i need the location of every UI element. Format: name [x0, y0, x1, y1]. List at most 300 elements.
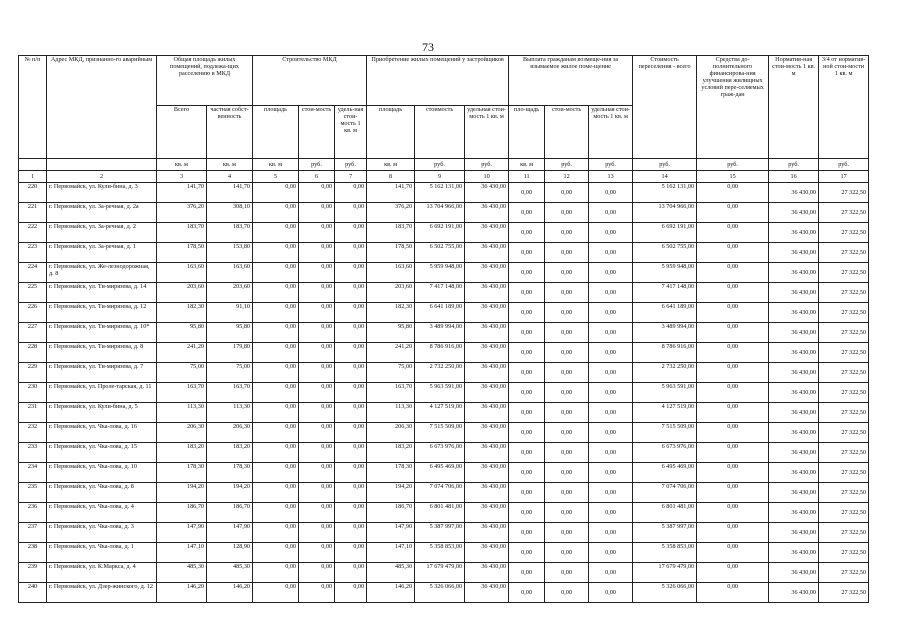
address-cell: г. Первомайск, ул. Ти-мирязева, д. 12: [47, 303, 157, 323]
construction-cost-cell: 0,00: [299, 303, 335, 323]
construction-area-cell: 0,00: [253, 363, 299, 383]
construction-area-cell: 0,00: [253, 383, 299, 403]
purchase-area-cell: 147,90: [367, 523, 415, 543]
units-row: [19, 159, 869, 171]
cost-total-cell: 6 801 481,00: [633, 503, 697, 523]
payment-area-cell: 0,00: [509, 203, 545, 223]
construction-spec-cell: 0,00: [335, 463, 367, 483]
column-number: 12: [545, 171, 589, 183]
purchase-cost-cell: 5 959 948,00: [415, 263, 465, 283]
payment-cost-cell: 0,00: [545, 183, 589, 203]
payment-cost-cell: 0,00: [545, 303, 589, 323]
table-row: [19, 263, 869, 283]
payment-area-cell: 0,00: [509, 543, 545, 563]
purchase-area-cell: 485,30: [367, 563, 415, 583]
private-area-cell: 91,10: [207, 303, 253, 323]
norm-cost-cell: 36 430,00: [769, 283, 819, 303]
subheader-payment-area: пло-щадь: [509, 106, 545, 159]
table-row: [19, 563, 869, 583]
three-quarters-cell: 27 322,50: [819, 443, 869, 463]
unit-cell: руб.: [819, 159, 869, 171]
subheader-constr-spec: удель-ная стои-мость 1 кв. м: [335, 106, 367, 159]
three-quarters-cell: 27 322,50: [819, 283, 869, 303]
construction-area-cell: 0,00: [253, 283, 299, 303]
purchase-spec-cell: 36 430,00: [465, 483, 509, 503]
row-number: 227: [19, 323, 47, 343]
payment-spec-cell: 0,00: [589, 323, 633, 343]
cost-total-cell: 17 679 479,00: [633, 563, 697, 583]
column-number: 16: [769, 171, 819, 183]
construction-cost-cell: 0,00: [299, 243, 335, 263]
column-number: 6: [299, 171, 335, 183]
address-cell: г. Первомайск, ул. Чка-лова, д. 4: [47, 503, 157, 523]
construction-area-cell: 0,00: [253, 343, 299, 363]
row-number: 229: [19, 363, 47, 383]
payment-spec-cell: 0,00: [589, 463, 633, 483]
payment-area-cell: 0,00: [509, 223, 545, 243]
unit-cell: кв. м: [253, 159, 299, 171]
purchase-spec-cell: 36 430,00: [465, 263, 509, 283]
private-area-cell: 206,30: [207, 423, 253, 443]
column-numbers-row: [19, 171, 869, 183]
three-quarters-cell: 27 322,50: [819, 483, 869, 503]
construction-cost-cell: 0,00: [299, 283, 335, 303]
unit-cell: руб.: [415, 159, 465, 171]
construction-cost-cell: 0,00: [299, 343, 335, 363]
three-quarters-cell: 27 322,50: [819, 503, 869, 523]
construction-area-cell: 0,00: [253, 523, 299, 543]
construction-area-cell: 0,00: [253, 503, 299, 523]
payment-spec-cell: 0,00: [589, 563, 633, 583]
payment-spec-cell: 0,00: [589, 363, 633, 383]
purchase-spec-cell: 36 430,00: [465, 403, 509, 423]
private-area-cell: 186,70: [207, 503, 253, 523]
purchase-area-cell: 147,10: [367, 543, 415, 563]
payment-area-cell: 0,00: [509, 243, 545, 263]
subheader-constr-area: площадь: [253, 106, 299, 159]
cost-total-cell: 5 963 591,00: [633, 383, 697, 403]
private-area-cell: 146,20: [207, 583, 253, 603]
purchase-area-cell: 182,30: [367, 303, 415, 323]
cost-total-cell: 7 515 509,00: [633, 423, 697, 443]
column-number: 11: [509, 171, 545, 183]
construction-area-cell: 0,00: [253, 303, 299, 323]
payment-area-cell: 0,00: [509, 303, 545, 323]
purchase-cost-cell: 5 326 066,00: [415, 583, 465, 603]
payment-spec-cell: 0,00: [589, 543, 633, 563]
private-area-cell: 113,30: [207, 403, 253, 423]
construction-spec-cell: 0,00: [335, 563, 367, 583]
purchase-area-cell: 141,70: [367, 183, 415, 203]
cost-total-cell: 5 162 131,00: [633, 183, 697, 203]
private-area-cell: 163,60: [207, 263, 253, 283]
subheader-purchase-spec: удельная стои-мость 1 кв. м: [465, 106, 509, 159]
private-area-cell: 179,80: [207, 343, 253, 363]
three-quarters-cell: 27 322,50: [819, 563, 869, 583]
payment-cost-cell: 0,00: [545, 323, 589, 343]
payment-cost-cell: 0,00: [545, 463, 589, 483]
construction-area-cell: 0,00: [253, 323, 299, 343]
row-number: 239: [19, 563, 47, 583]
row-number: 225: [19, 283, 47, 303]
three-quarters-cell: 27 322,50: [819, 383, 869, 403]
purchase-cost-cell: 3 489 994,00: [415, 323, 465, 343]
payment-spec-cell: 0,00: [589, 223, 633, 243]
address-cell: г. Первомайск, ул. За-речная, д. 2а: [47, 203, 157, 223]
cost-total-cell: 6 673 976,00: [633, 443, 697, 463]
private-area-cell: 308,10: [207, 203, 253, 223]
payment-cost-cell: 0,00: [545, 523, 589, 543]
norm-cost-cell: 36 430,00: [769, 383, 819, 403]
table-row: [19, 583, 869, 603]
private-area-cell: 147,90: [207, 523, 253, 543]
table-row: [19, 283, 869, 303]
construction-spec-cell: 0,00: [335, 203, 367, 223]
subheader-private: частная собст-венность: [207, 106, 253, 159]
total-area-cell: 178,30: [157, 463, 207, 483]
three-quarters-cell: 27 322,50: [819, 523, 869, 543]
cost-total-cell: 4 127 519,00: [633, 403, 697, 423]
payment-cost-cell: 0,00: [545, 263, 589, 283]
header-cost-total: Стоимость переселения - всего: [633, 56, 697, 159]
purchase-cost-cell: 6 641 189,00: [415, 303, 465, 323]
cost-total-cell: 6 692 191,00: [633, 223, 697, 243]
purchase-cost-cell: 6 495 469,00: [415, 463, 465, 483]
construction-area-cell: 0,00: [253, 243, 299, 263]
norm-cost-cell: 36 430,00: [769, 563, 819, 583]
header-three-quarters: 3/4 от норматив-ной стои-мости 1 кв. м: [819, 56, 869, 159]
purchase-spec-cell: 36 430,00: [465, 323, 509, 343]
construction-area-cell: 0,00: [253, 183, 299, 203]
construction-area-cell: 0,00: [253, 483, 299, 503]
column-number: 5: [253, 171, 299, 183]
additional-funds-cell: 0,00: [697, 223, 769, 243]
address-cell: г. Первомайск, ул. За-речная, д. 1: [47, 243, 157, 263]
column-number: 4: [207, 171, 253, 183]
additional-funds-cell: 0,00: [697, 203, 769, 223]
construction-area-cell: 0,00: [253, 543, 299, 563]
payment-area-cell: 0,00: [509, 263, 545, 283]
construction-cost-cell: 0,00: [299, 363, 335, 383]
row-number: 237: [19, 523, 47, 543]
unit-cell: руб.: [589, 159, 633, 171]
purchase-spec-cell: 36 430,00: [465, 303, 509, 323]
additional-funds-cell: 0,00: [697, 583, 769, 603]
purchase-area-cell: 95,80: [367, 323, 415, 343]
payment-spec-cell: 0,00: [589, 183, 633, 203]
purchase-spec-cell: 36 430,00: [465, 563, 509, 583]
address-cell: г. Первомайск, ул. Чка-лова, д. 8: [47, 483, 157, 503]
construction-cost-cell: 0,00: [299, 523, 335, 543]
payment-area-cell: 0,00: [509, 563, 545, 583]
unit-cell: руб.: [335, 159, 367, 171]
purchase-spec-cell: 36 430,00: [465, 503, 509, 523]
unit-cell: руб.: [633, 159, 697, 171]
private-area-cell: 95,80: [207, 323, 253, 343]
construction-area-cell: 0,00: [253, 423, 299, 443]
purchase-area-cell: 376,20: [367, 203, 415, 223]
purchase-spec-cell: 36 430,00: [465, 543, 509, 563]
table-row: [19, 363, 869, 383]
row-number: 222: [19, 223, 47, 243]
address-cell: г. Первомайск, ул. За-речная, д. 2: [47, 223, 157, 243]
three-quarters-cell: 27 322,50: [819, 263, 869, 283]
construction-area-cell: 0,00: [253, 583, 299, 603]
additional-funds-cell: 0,00: [697, 343, 769, 363]
three-quarters-cell: 27 322,50: [819, 343, 869, 363]
purchase-spec-cell: 36 430,00: [465, 283, 509, 303]
purchase-cost-cell: 8 786 916,00: [415, 343, 465, 363]
three-quarters-cell: 27 322,50: [819, 363, 869, 383]
row-number: 238: [19, 543, 47, 563]
cost-total-cell: 7 417 148,00: [633, 283, 697, 303]
payment-spec-cell: 0,00: [589, 523, 633, 543]
purchase-area-cell: 183,70: [367, 223, 415, 243]
norm-cost-cell: 36 430,00: [769, 583, 819, 603]
unit-cell: кв. м: [157, 159, 207, 171]
column-number: 17: [819, 171, 869, 183]
row-number: 220: [19, 183, 47, 203]
additional-funds-cell: 0,00: [697, 503, 769, 523]
norm-cost-cell: 36 430,00: [769, 263, 819, 283]
payment-spec-cell: 0,00: [589, 263, 633, 283]
payment-spec-cell: 0,00: [589, 443, 633, 463]
header-total-area: Общая площадь жилых помещений, подлежа-щих расселению в МКД: [157, 56, 253, 106]
cost-total-cell: 5 326 066,00: [633, 583, 697, 603]
total-area-cell: 95,80: [157, 323, 207, 343]
construction-cost-cell: 0,00: [299, 263, 335, 283]
total-area-cell: 183,70: [157, 223, 207, 243]
construction-cost-cell: 0,00: [299, 223, 335, 243]
cost-total-cell: 5 387 997,00: [633, 523, 697, 543]
additional-funds-cell: 0,00: [697, 323, 769, 343]
construction-spec-cell: 0,00: [335, 243, 367, 263]
purchase-cost-cell: 2 732 250,00: [415, 363, 465, 383]
cost-total-cell: 3 489 994,00: [633, 323, 697, 343]
purchase-area-cell: 241,20: [367, 343, 415, 363]
norm-cost-cell: 36 430,00: [769, 223, 819, 243]
purchase-spec-cell: 36 430,00: [465, 223, 509, 243]
additional-funds-cell: 0,00: [697, 423, 769, 443]
header-additional-funds: Средства до-полнительного финансирова-ния улучшения жилищных условий пере-селяемых граж-дан: [697, 56, 769, 159]
column-number: 15: [697, 171, 769, 183]
total-area-cell: 203,60: [157, 283, 207, 303]
purchase-area-cell: 163,70: [367, 383, 415, 403]
payment-cost-cell: 0,00: [545, 423, 589, 443]
construction-spec-cell: 0,00: [335, 583, 367, 603]
total-area-cell: 485,30: [157, 563, 207, 583]
purchase-spec-cell: 36 430,00: [465, 203, 509, 223]
purchase-area-cell: 178,30: [367, 463, 415, 483]
purchase-cost-cell: 6 801 481,00: [415, 503, 465, 523]
purchase-spec-cell: 36 430,00: [465, 183, 509, 203]
construction-cost-cell: 0,00: [299, 403, 335, 423]
purchase-area-cell: 113,30: [367, 403, 415, 423]
subheader-payment-spec: удельная стои-мость 1 кв. м: [589, 106, 633, 159]
construction-spec-cell: 0,00: [335, 383, 367, 403]
row-number: 236: [19, 503, 47, 523]
construction-spec-cell: 0,00: [335, 503, 367, 523]
construction-area-cell: 0,00: [253, 563, 299, 583]
additional-funds-cell: 0,00: [697, 543, 769, 563]
payment-area-cell: 0,00: [509, 343, 545, 363]
payment-cost-cell: 0,00: [545, 223, 589, 243]
payment-area-cell: 0,00: [509, 583, 545, 603]
purchase-cost-cell: 13 704 966,00: [415, 203, 465, 223]
purchase-area-cell: 206,30: [367, 423, 415, 443]
row-number: 224: [19, 263, 47, 283]
address-cell: г. Первомайск, ул. Же-лезнодорожная, д. 8: [47, 263, 157, 283]
column-number: 14: [633, 171, 697, 183]
total-area-cell: 163,60: [157, 263, 207, 283]
three-quarters-cell: 27 322,50: [819, 203, 869, 223]
table-row: [19, 503, 869, 523]
construction-cost-cell: 0,00: [299, 483, 335, 503]
header-norm-cost: Норматив-ная стои-мость 1 кв. м: [769, 56, 819, 159]
payment-cost-cell: 0,00: [545, 483, 589, 503]
additional-funds-cell: 0,00: [697, 403, 769, 423]
payment-area-cell: 0,00: [509, 383, 545, 403]
construction-spec-cell: 0,00: [335, 263, 367, 283]
total-area-cell: 147,90: [157, 523, 207, 543]
total-area-cell: 113,30: [157, 403, 207, 423]
construction-area-cell: 0,00: [253, 463, 299, 483]
subheader-purchase-cost: стоимость: [415, 106, 465, 159]
construction-area-cell: 0,00: [253, 203, 299, 223]
payment-cost-cell: 0,00: [545, 363, 589, 383]
purchase-spec-cell: 36 430,00: [465, 463, 509, 483]
payment-cost-cell: 0,00: [545, 583, 589, 603]
purchase-spec-cell: 36 430,00: [465, 523, 509, 543]
cost-total-cell: 8 786 916,00: [633, 343, 697, 363]
table-row: [19, 523, 869, 543]
table-row: [19, 223, 869, 243]
purchase-cost-cell: 5 387 997,00: [415, 523, 465, 543]
payment-area-cell: 0,00: [509, 443, 545, 463]
header-construction: Строительство МКД: [253, 56, 367, 106]
total-area-cell: 147,10: [157, 543, 207, 563]
purchase-cost-cell: 7 417 148,00: [415, 283, 465, 303]
purchase-spec-cell: 36 430,00: [465, 343, 509, 363]
norm-cost-cell: 36 430,00: [769, 543, 819, 563]
cost-total-cell: 13 704 966,00: [633, 203, 697, 223]
header-purchase: Приобретение жилых помещений у застройщиков: [367, 56, 509, 106]
address-cell: г. Первомайск, ул. Чка-лова, д. 10: [47, 463, 157, 483]
purchase-area-cell: 183,20: [367, 443, 415, 463]
payment-area-cell: 0,00: [509, 323, 545, 343]
private-area-cell: 163,70: [207, 383, 253, 403]
norm-cost-cell: 36 430,00: [769, 503, 819, 523]
payment-cost-cell: 0,00: [545, 343, 589, 363]
construction-area-cell: 0,00: [253, 263, 299, 283]
payment-spec-cell: 0,00: [589, 283, 633, 303]
norm-cost-cell: 36 430,00: [769, 363, 819, 383]
additional-funds-cell: 0,00: [697, 243, 769, 263]
subheader-constr-cost: стои-мость: [299, 106, 335, 159]
table-row: [19, 483, 869, 503]
three-quarters-cell: 27 322,50: [819, 323, 869, 343]
total-area-cell: 183,20: [157, 443, 207, 463]
payment-area-cell: 0,00: [509, 523, 545, 543]
unit-cell: руб.: [697, 159, 769, 171]
construction-spec-cell: 0,00: [335, 523, 367, 543]
purchase-spec-cell: 36 430,00: [465, 363, 509, 383]
construction-cost-cell: 0,00: [299, 463, 335, 483]
payment-cost-cell: 0,00: [545, 283, 589, 303]
payment-spec-cell: 0,00: [589, 203, 633, 223]
payment-spec-cell: 0,00: [589, 583, 633, 603]
additional-funds-cell: 0,00: [697, 483, 769, 503]
payment-cost-cell: 0,00: [545, 543, 589, 563]
column-number: 8: [367, 171, 415, 183]
row-number: 228: [19, 343, 47, 363]
unit-cell: кв. м: [509, 159, 545, 171]
payment-area-cell: 0,00: [509, 403, 545, 423]
private-area-cell: 141,70: [207, 183, 253, 203]
norm-cost-cell: 36 430,00: [769, 243, 819, 263]
payment-spec-cell: 0,00: [589, 503, 633, 523]
column-number: 13: [589, 171, 633, 183]
construction-area-cell: 0,00: [253, 223, 299, 243]
construction-cost-cell: 0,00: [299, 543, 335, 563]
total-area-cell: 75,00: [157, 363, 207, 383]
total-area-cell: 241,20: [157, 343, 207, 363]
table-row: [19, 443, 869, 463]
address-cell: г. Первомайск, ул. Кули-бина, д. 5: [47, 403, 157, 423]
payment-area-cell: 0,00: [509, 363, 545, 383]
construction-cost-cell: 0,00: [299, 183, 335, 203]
additional-funds-cell: 0,00: [697, 283, 769, 303]
purchase-spec-cell: 36 430,00: [465, 583, 509, 603]
purchase-area-cell: 75,00: [367, 363, 415, 383]
table-row: [19, 183, 869, 203]
norm-cost-cell: 36 430,00: [769, 183, 819, 203]
table-row: [19, 303, 869, 323]
unit-cell: руб.: [465, 159, 509, 171]
column-number: 1: [19, 171, 47, 183]
purchase-spec-cell: 36 430,00: [465, 443, 509, 463]
header-address: Адрес МКД, признанно-го аварийным: [47, 56, 157, 159]
construction-cost-cell: 0,00: [299, 443, 335, 463]
norm-cost-cell: 36 430,00: [769, 483, 819, 503]
payment-area-cell: 0,00: [509, 483, 545, 503]
norm-cost-cell: 36 430,00: [769, 443, 819, 463]
three-quarters-cell: 27 322,50: [819, 183, 869, 203]
norm-cost-cell: 36 430,00: [769, 423, 819, 443]
address-cell: г. Первомайск, ул. К.Маркса, д. 4: [47, 563, 157, 583]
construction-spec-cell: 0,00: [335, 223, 367, 243]
construction-spec-cell: 0,00: [335, 183, 367, 203]
private-area-cell: 153,80: [207, 243, 253, 263]
subheader-payment-cost: стои-мость: [545, 106, 589, 159]
column-number: 2: [47, 171, 157, 183]
purchase-cost-cell: 6 692 191,00: [415, 223, 465, 243]
payment-area-cell: 0,00: [509, 503, 545, 523]
address-cell: г. Первомайск, ул. Ти-мирязева, д. 7: [47, 363, 157, 383]
cost-total-cell: 6 641 189,00: [633, 303, 697, 323]
header-payment: Выплата гражданам возмеще-ния за изымаемое жилое поме-щение: [509, 56, 633, 106]
construction-spec-cell: 0,00: [335, 363, 367, 383]
purchase-cost-cell: 17 679 479,00: [415, 563, 465, 583]
payment-spec-cell: 0,00: [589, 383, 633, 403]
cost-total-cell: 6 495 469,00: [633, 463, 697, 483]
subheader-purchase-area: площадь: [367, 106, 415, 159]
private-area-cell: 178,30: [207, 463, 253, 483]
purchase-cost-cell: 6 673 976,00: [415, 443, 465, 463]
address-cell: г. Первомайск, ул. Ти-мирязева, д. 14: [47, 283, 157, 303]
column-number: 7: [335, 171, 367, 183]
payment-area-cell: 0,00: [509, 463, 545, 483]
